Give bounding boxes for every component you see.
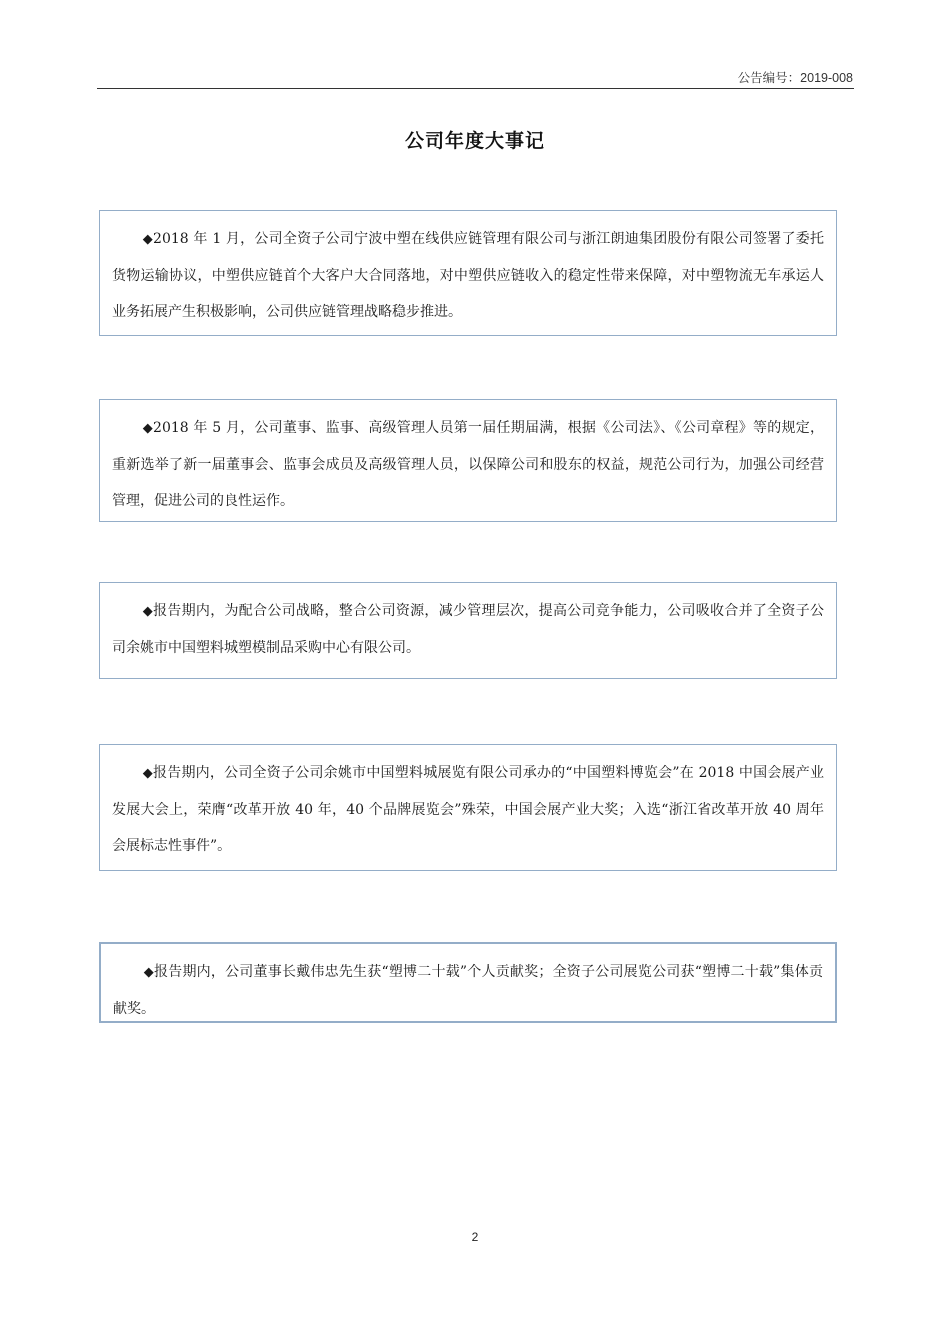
diamond-bullet-icon: ◆ bbox=[143, 965, 155, 980]
diamond-bullet-icon: ◆ bbox=[142, 766, 154, 781]
announcement-code: 公告编号：2019-008 bbox=[737, 71, 853, 85]
page-number: 2 bbox=[471, 1230, 479, 1244]
event-box bbox=[99, 582, 837, 679]
event-text: 报告期内，公司全资子公司余姚市中国塑料城展览有限公司承办的“中国塑料博览会”在 2018 中国会展产业发展大会上，荣膺“改革开放 40 年，40 个品牌展览会”殊荣，中国会展产业大奖；入选“浙江省改革开放 40 周年会展标志性事件”。 bbox=[112, 765, 824, 854]
event-text: 报告期内，为配合公司战略，整合公司资源，减少管理层次，提高公司竞争能力，公司吸收合并了全资子公司余姚市中国塑料城塑模制品采购中心有限公司。 bbox=[112, 603, 824, 656]
page-title: 公司年度大事记 bbox=[404, 130, 545, 152]
event-text: 报告期内，公司董事长戴伟忠先生获“塑博二十载”个人贡献奖；全资子公司展览公司获“塑博二十载”集体贡献奖。 bbox=[113, 964, 823, 1017]
event-box bbox=[99, 744, 837, 871]
diamond-bullet-icon: ◆ bbox=[142, 604, 154, 619]
event-box bbox=[99, 210, 837, 336]
diamond-bullet-icon: ◆ bbox=[142, 421, 154, 436]
event-text: 2018 年 5 月，公司董事、监事、高级管理人员第一届任期届满，根据《公司法》、《公司章程》等的规定，重新选举了新一届董事会、监事会成员及高级管理人员，以保障公司和股东的权益，规范公司行为，加强公司经营管理，促进公司的良性运作。 bbox=[112, 420, 825, 509]
diamond-bullet-icon: ◆ bbox=[142, 232, 154, 247]
event-box bbox=[99, 942, 837, 1023]
event-text: 2018 年 1 月，公司全资子公司宁波中塑在线供应链管理有限公司与浙江朗迪集团股份有限公司签署了委托货物运输协议，中塑供应链首个大客户大合同落地，对中塑供应链收入的稳定性带来保障，对中塑物流无车承运人业务拓展产生积极影响，公司供应链管理战略稳步推进。 bbox=[112, 231, 824, 320]
event-box bbox=[99, 399, 837, 522]
header-divider bbox=[97, 88, 854, 89]
